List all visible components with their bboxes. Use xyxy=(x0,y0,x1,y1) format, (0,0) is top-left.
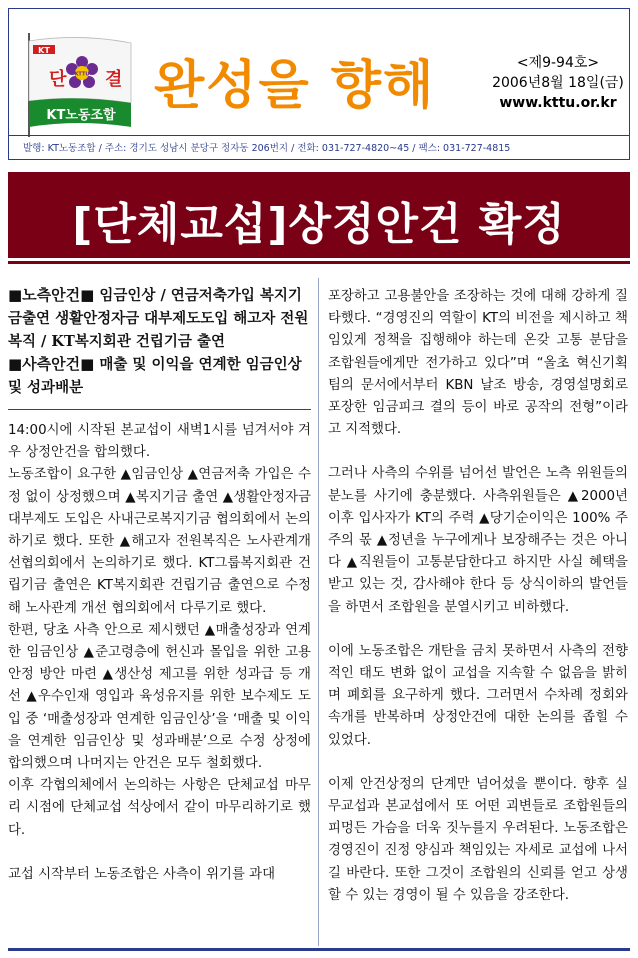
paragraph-gap xyxy=(328,752,628,774)
left-column xyxy=(8,282,311,886)
labor-agenda-text: 임금인상 / 연금저축가입 복지기금출연 생활안정자금 대부제도도입 해고자 전원복직 / KT복지회관 건립기금 출연 xyxy=(8,287,309,350)
issue-number: <제9-94호> xyxy=(516,55,600,71)
masthead-divider xyxy=(9,135,629,136)
newsletter-title: 완성을 향해 xyxy=(154,56,436,116)
article-paragraph: 이후 각협의체에서 논의하는 사항은 단체교섭 마무리 시점에 단체교섭 석상에서 같이 마무리하기로 했다. xyxy=(8,778,311,838)
publisher-info: 발행: KT노동조합 / 주소: 경기도 성남시 분당구 정자동 206번지 / 전화: 031-727-4820~45 / 팩스: 031-727-4815 xyxy=(23,143,511,154)
article-paragraph: 이제 안건상정의 단계만 넘어섰을 뿐이다. 향후 실무교섭과 본교섭에서 또 어떤 괴변들로 조합원들의 피멍든 가슴을 더욱 짓누를지 우려된다. 노동조합은 경영진이 진정 양심과 책임있는 자세로 교섭에 나서길 바란다. 또한 그것이 조합원의 신뢰를 얻고 상생할 수 있는 경영이 될 수 있음을 강조한다. xyxy=(328,776,628,903)
flag-kt-mark: KT xyxy=(38,46,50,55)
union-flag-logo xyxy=(19,29,135,139)
bottom-rule xyxy=(8,948,630,951)
article-paragraph: 14:00시에 시작된 본교섭이 새벽1시를 넘겨서야 겨우 상정안건을 합의했다. xyxy=(8,423,311,461)
flag-banner-text: KT노동조합 xyxy=(46,108,116,123)
paragraph-gap xyxy=(328,441,628,463)
headline: [단체교섭]상정안건 확정 xyxy=(72,199,566,250)
masthead xyxy=(8,8,630,160)
issue-date: 2006년8월 18일(금) xyxy=(492,75,624,91)
article-paragraph: 이에 노동조합은 개탄을 금치 못하면서 사측의 전향적인 태도 변화 없이 교섭을 지속할 수 없음을 밝히며 폐회를 요구하게 했다. 그러면서 수차례 정회와 속개를 반복하며 상정안건에 대한 논의를 좁힐 수 있었다. xyxy=(328,643,628,748)
flower-emblem-text: KTTU xyxy=(74,71,90,78)
management-agenda-tag: ■사측안건■ xyxy=(8,355,95,373)
flag-char-right: 결 xyxy=(105,69,123,90)
headline-band xyxy=(8,172,630,258)
management-agenda-text: 매출 및 이익을 연계한 임금인상 및 성과배분 xyxy=(8,356,302,396)
article-paragraph: 교섭 시작부터 노동조합은 사측이 위기를 과대 xyxy=(8,866,276,882)
website-url: www.kttu.or.kr xyxy=(499,95,617,111)
paragraph-gap xyxy=(328,619,628,641)
article-paragraph: 한편, 당초 사측 안으로 제시했던 ▲매출성장과 연계한 임금인상 ▲준고령층에 헌신과 몰입을 위한 고용안정 방안 마련 ▲생산성 제고를 위한 성과급 등 개선 ▲우수인재 영입과 육성유지를 위한 보수제도 도입 중 ‘매출성장과 연계한 임금인상’을 ‘매출 및 이익을 연계한 임금인상 및 성과배분’으로 수정 상정에 합의했으며 나머지는 안건은 모두 철회했다. xyxy=(8,622,311,772)
issue-info xyxy=(489,53,627,113)
article-paragraph: 노동조합이 요구한 ▲임금인상 ▲연금저축 가입은 수정 없이 상정했으며 ▲복지기금 출연 ▲생활안정자금 대부제도 도입은 사내근로복지기금 협의회에서 논의하기로 했다. 또한 ▲해고자 전원복직은 노사관계개선협의회에서 논의하기로 했다. KT그룹복지회관 건립기금 출연은 KT복지회관 건립기금 출연으로 수정해 노사관계 개선 협의회에서 다루기로 했다. xyxy=(8,467,311,616)
summary-rule xyxy=(8,409,311,410)
article-paragraph: 그러나 사측의 수위를 넘어선 발언은 노측 위원들의 분노를 사기에 충분했다. 사측위원들은 ▲2000년 이후 입사자가 KT의 주력 ▲당기순이익은 100% 주주의 몫 ▲정년을 누구에게나 보장해주는 것은 아니다 ▲직원들이 고통분담한다고 하지만 사실 혜택을 받고 있는 것, 감사해야 한다 등 상식이하의 발언들을 하면서 조합원을 분열시키고 비하했다. xyxy=(328,466,628,615)
flag-char-left: 단 xyxy=(49,69,67,90)
summary-block xyxy=(8,284,311,399)
article-paragraph: 포장하고 고용불안을 조장하는 것에 대해 강하게 질타했다. “경영진의 역할이 KT의 비전을 제시하고 책임있게 정책을 집행해야 하는데 온갖 고통 분담을 조합원들에게만 전가하고 있다”며 “올초 혁신기획팀의 문서에서부터 KBN 날조 방송, 경영설명회로 포장한 임금피크 결의 등이 바로 공작의 전형”이라고 지적했다. xyxy=(328,289,628,438)
paragraph-gap xyxy=(8,842,311,864)
column-divider xyxy=(318,278,319,946)
labor-agenda-tag: ■노측안건■ xyxy=(8,286,95,304)
right-column xyxy=(328,286,628,907)
